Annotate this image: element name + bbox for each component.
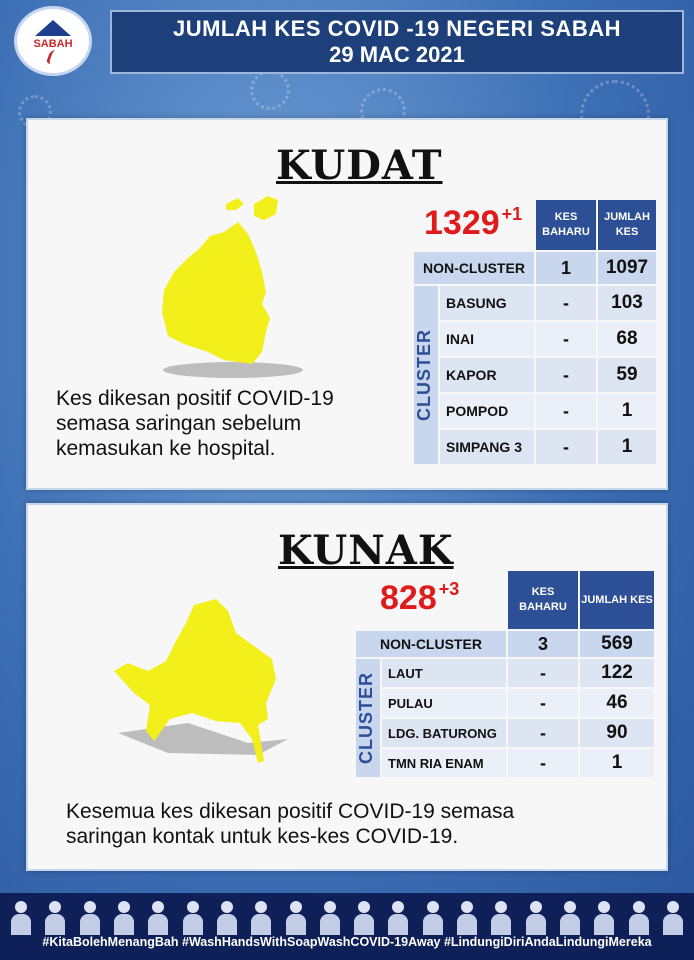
description-line: Kes dikesan positif COVID-19 (56, 387, 334, 410)
footer-banner (0, 893, 694, 960)
person-icon (422, 901, 444, 935)
table-row (355, 658, 655, 688)
person-icon (456, 901, 478, 935)
person-icon (628, 901, 650, 935)
cluster-label: CLUSTER (356, 672, 376, 764)
description-line: kemasukan ke hospital. (56, 437, 276, 460)
kunak-panel (26, 503, 668, 871)
kudat-island-shape (254, 196, 278, 220)
virus-decoration (250, 70, 290, 110)
person-icon (285, 901, 307, 935)
row-label: LDG. BATURONG (381, 718, 507, 748)
table-row (413, 429, 657, 465)
row-total: 90 (579, 718, 655, 748)
table-row (355, 718, 655, 748)
person-icon (662, 901, 684, 935)
row-total: 122 (579, 658, 655, 688)
district-title: KUNAK (278, 527, 454, 574)
row-new: 1 (535, 251, 597, 285)
person-icon (525, 901, 547, 935)
hashtags-text: #KitaBolehMenangBah #WashHandsWithSoapWashCOVID-19Away #LindungiDiriAndaLindungiMereka (42, 935, 652, 949)
row-total: 1097 (597, 251, 657, 285)
row-new: - (535, 429, 597, 465)
kudat-description (56, 386, 334, 461)
logo-text: SABAH (33, 38, 73, 50)
description-line: Kesemua kes dikesan positif COVID-19 semasa (66, 800, 515, 823)
cluster-label: CLUSTER (414, 329, 434, 421)
row-total: 1 (597, 429, 657, 465)
table-row (413, 393, 657, 429)
table-row (355, 630, 655, 658)
row-total: 1 (579, 748, 655, 778)
person-icon (147, 901, 169, 935)
row-new: - (507, 658, 579, 688)
person-icon (490, 901, 512, 935)
cluster-label-cell (355, 658, 381, 778)
person-icon (353, 901, 375, 935)
person-icon (216, 901, 238, 935)
row-total: 68 (597, 321, 657, 357)
person-icon (319, 901, 341, 935)
kunak-description (66, 799, 514, 849)
row-label: TMN RIA ENAM (381, 748, 507, 778)
row-label: INAI (439, 321, 535, 357)
swoosh-icon (45, 50, 60, 64)
new-count: +3 (438, 579, 460, 599)
total-count: 828 (380, 579, 437, 617)
description-line: saringan kontak untuk kes-kes COVID-19. (66, 825, 459, 848)
page-title: JUMLAH KES COVID -19 NEGERI SABAH (172, 16, 621, 41)
row-new: - (507, 688, 579, 718)
row-new: 3 (507, 630, 579, 658)
district-title: KUDAT (276, 142, 443, 189)
row-total: 1 (597, 393, 657, 429)
row-new: - (535, 285, 597, 321)
row-new: - (507, 718, 579, 748)
table-row (355, 688, 655, 718)
report-date: 29 MAC 2021 (329, 42, 465, 67)
table-row (413, 321, 657, 357)
person-icon (113, 901, 135, 935)
page-header (110, 10, 684, 74)
row-total: 59 (597, 357, 657, 393)
table-row (413, 357, 657, 393)
person-icon (559, 901, 581, 935)
row-new: - (535, 357, 597, 393)
frontliner-figures (10, 895, 684, 935)
person-icon (250, 901, 272, 935)
col-header-total: JUMLAH KES (579, 570, 655, 630)
row-label: NON-CLUSTER (413, 251, 535, 285)
person-icon (79, 901, 101, 935)
table-row (413, 285, 657, 321)
row-new: - (507, 748, 579, 778)
row-total: 46 (579, 688, 655, 718)
total-count: 1329 (424, 204, 500, 242)
cluster-label-cell (413, 285, 439, 465)
kudat-island-shape (226, 198, 244, 210)
row-total: 569 (579, 630, 655, 658)
mountain-icon (35, 20, 71, 36)
person-icon (182, 901, 204, 935)
row-label: SIMPANG 3 (439, 429, 535, 465)
kunak-map (108, 593, 308, 773)
col-header-new: KES BAHARU (507, 570, 579, 630)
person-icon (593, 901, 615, 935)
kudat-panel (26, 118, 668, 490)
kudat-cases-table (412, 198, 658, 466)
person-icon (387, 901, 409, 935)
row-label: LAUT (381, 658, 507, 688)
row-new: - (535, 321, 597, 357)
col-header-new: KES BAHARU (535, 199, 597, 251)
person-icon (10, 901, 32, 935)
row-label: KAPOR (439, 357, 535, 393)
description-line: semasa saringan sebelum (56, 412, 302, 435)
row-total: 103 (597, 285, 657, 321)
row-label: BASUNG (439, 285, 535, 321)
table-row (355, 748, 655, 778)
kudat-map (138, 192, 308, 382)
table-row (413, 251, 657, 285)
sabah-health-logo (14, 6, 92, 76)
row-new: - (535, 393, 597, 429)
person-icon (44, 901, 66, 935)
row-label: PULAU (381, 688, 507, 718)
row-label: POMPOD (439, 393, 535, 429)
col-header-total: JUMLAH KES (597, 199, 657, 251)
kunak-cases-table (354, 569, 656, 779)
kudat-map-shape (162, 222, 270, 364)
new-count: +1 (501, 204, 523, 224)
row-label: NON-CLUSTER (355, 630, 507, 658)
